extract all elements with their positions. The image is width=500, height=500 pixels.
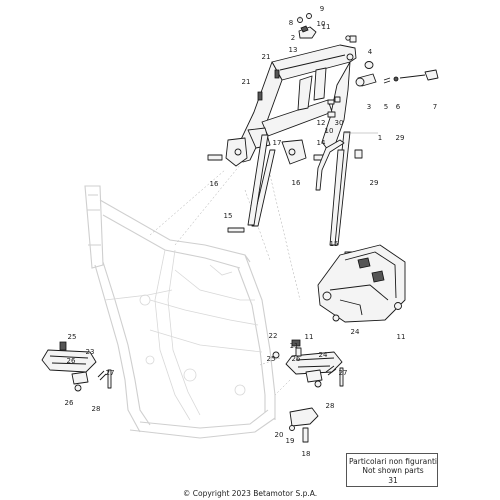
- callout-27: 27: [338, 369, 348, 377]
- callout-21: 21: [261, 53, 271, 61]
- callout-23: 23: [85, 348, 95, 356]
- callout-7: 7: [432, 103, 438, 111]
- callout-22: 22: [268, 332, 278, 340]
- callout-20: 20: [274, 431, 284, 439]
- assembly-guides: [150, 165, 300, 395]
- note-line-italian: Particolari non figuranti: [348, 457, 437, 466]
- callout-26: 26: [66, 357, 76, 365]
- left-footpeg: [42, 342, 111, 391]
- callout-10: 10: [316, 20, 326, 28]
- callout-29: 29: [369, 179, 379, 187]
- callout-28: 28: [91, 405, 101, 413]
- callout-17: 17: [272, 139, 282, 147]
- callout-5: 5: [383, 103, 389, 111]
- note-line-english: Not shown parts: [362, 466, 424, 475]
- lock-parts: [356, 62, 438, 87]
- callout-15: 15: [329, 240, 339, 248]
- callout-28: 28: [325, 402, 335, 410]
- main-frame-ghost: [85, 186, 275, 438]
- callout-8: 8: [288, 19, 294, 27]
- callout-24: 24: [318, 351, 328, 359]
- callout-27: 27: [105, 369, 115, 377]
- copyright-footer: © Copyright 2023 Betamotor S.p.A.: [182, 489, 318, 498]
- callout-24: 24: [350, 328, 360, 336]
- callout-25: 25: [266, 355, 276, 363]
- callout-15: 15: [223, 212, 233, 220]
- callout-16: 16: [209, 180, 219, 188]
- callout-14: 14: [316, 139, 326, 147]
- callout-numbers: [65, 5, 438, 458]
- callout-6: 6: [395, 103, 401, 111]
- callout-16: 16: [291, 179, 301, 187]
- mount-bracket: [318, 245, 405, 322]
- not-shown-parts-note: [346, 453, 438, 487]
- callout-4: 4: [367, 48, 373, 56]
- callout-26: 26: [64, 399, 74, 407]
- callout-1: 1: [377, 134, 383, 142]
- callout-10: 10: [324, 127, 334, 135]
- callout-19: 19: [285, 437, 295, 445]
- right-footpeg: [273, 340, 343, 387]
- callout-11: 11: [396, 333, 406, 341]
- callout-30: 30: [334, 119, 344, 127]
- callout-29: 29: [395, 134, 405, 142]
- callout-21: 21: [241, 78, 251, 86]
- callout-2: 2: [290, 34, 296, 42]
- callout-12: 12: [316, 119, 326, 127]
- callout-9: 9: [319, 5, 325, 13]
- callout-13: 13: [288, 46, 298, 54]
- callout-11: 11: [289, 342, 299, 350]
- callout-26: 26: [291, 355, 301, 363]
- callout-3: 3: [366, 103, 372, 111]
- note-part-number: 31: [388, 476, 398, 485]
- callout-11: 11: [321, 23, 331, 31]
- callout-25: 25: [67, 333, 77, 341]
- callout-18: 18: [301, 450, 311, 458]
- callout-11: 11: [304, 333, 314, 341]
